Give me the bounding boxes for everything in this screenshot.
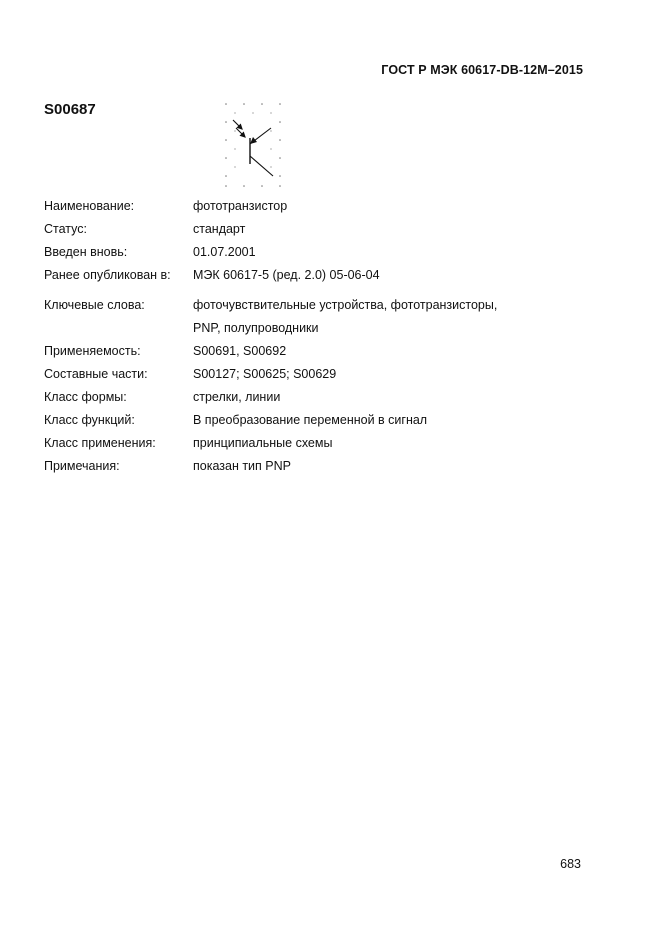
- attribute-value: S00127; S00625; S00629: [193, 367, 337, 381]
- attribute-row: [44, 264, 604, 287]
- attribute-value: показан тип PNP: [193, 459, 291, 473]
- collector-lead: [250, 156, 273, 176]
- grid-dots: [225, 103, 281, 187]
- attribute-label: Введен вновь:: [44, 245, 128, 259]
- attribute-row: [44, 218, 604, 241]
- attribute-label: Наименование:: [44, 199, 135, 213]
- attribute-value: стандарт: [193, 222, 246, 236]
- attribute-label: Ключевые слова:: [44, 298, 145, 312]
- symbol-attributes: [44, 195, 604, 478]
- attribute-row-continuation: [44, 317, 604, 340]
- attribute-value: фоточувствительные устройства, фототранзисторы,: [193, 298, 498, 312]
- attribute-value: 01.07.2001: [193, 245, 256, 259]
- attribute-label: Класс формы:: [44, 390, 127, 404]
- attribute-row: [44, 294, 604, 317]
- attribute-row: [44, 432, 604, 455]
- attribute-label: Класс функций:: [44, 413, 135, 427]
- symbol-code: S00687: [44, 101, 96, 118]
- attribute-value: принципиальные схемы: [193, 436, 333, 450]
- attribute-label: Статус:: [44, 222, 87, 236]
- attribute-value: В преобразование переменной в сигнал: [193, 413, 428, 427]
- attribute-value: фототранзистор: [193, 199, 288, 213]
- attribute-row: [44, 363, 604, 386]
- attribute-value: PNP, полупроводники: [193, 321, 319, 335]
- emitter-arrow: [250, 137, 257, 144]
- attribute-label: Составные части:: [44, 367, 148, 381]
- attribute-value: стрелки, линии: [193, 390, 281, 404]
- page-number: 683: [560, 857, 581, 871]
- attribute-label: Класс применения:: [44, 436, 156, 450]
- attribute-row: [44, 386, 604, 409]
- attribute-value: МЭК 60617-5 (ред. 2.0) 05-06-04: [193, 268, 380, 282]
- section-gap: [44, 287, 604, 294]
- attribute-row: [44, 455, 604, 478]
- attribute-row: [44, 340, 604, 363]
- attribute-label: Ранее опубликован в:: [44, 268, 171, 282]
- attribute-row: [44, 409, 604, 432]
- attribute-row: [44, 241, 604, 264]
- attribute-label: Примечания:: [44, 459, 120, 473]
- attribute-row: [44, 195, 604, 218]
- document-header: ГОСТ Р МЭК 60617-DB-12M–2015: [381, 63, 583, 77]
- phototransistor-pnp-symbol-icon: [221, 100, 291, 192]
- light-arrows: [233, 120, 245, 137]
- attribute-label: Применяемость:: [44, 344, 141, 358]
- attribute-value: S00691, S00692: [193, 344, 287, 358]
